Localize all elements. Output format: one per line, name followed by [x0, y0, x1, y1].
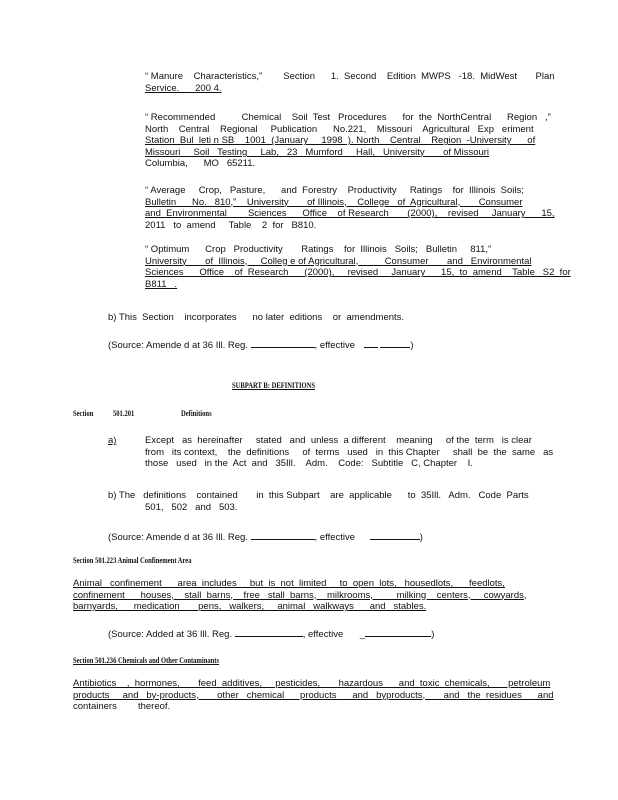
blank-line [364, 338, 378, 348]
blank-line [235, 627, 303, 637]
subsection-a-line: Except as hereinafter stated and unless a different meaning of the term is clear [145, 435, 532, 446]
source-mid: , effective [314, 340, 356, 351]
reference-mwps [145, 71, 565, 94]
source-close: ) [419, 532, 423, 543]
section-heading-text: Section 501.223 Animal Confinement Area [73, 556, 192, 565]
subsection-b-line: b) The definitions contained in this Subpart are applicable to 35Ill. Adm. Code Parts [108, 490, 529, 501]
reference-line: Station Bul leti n SB 1001 (January 1998 ). North Central Region -University of [145, 135, 536, 147]
reference-line: and Environmental Sciences Office of Research (2000), revised January 15, [145, 208, 555, 220]
subsection-b-line: 501, 502 and 503. [145, 501, 238, 513]
section-501-201-heading [73, 408, 273, 420]
reference-line: University of Illinois, Colleg e of Agricultural, Consumer and Environmental [145, 255, 532, 267]
section-501-236-heading [73, 655, 251, 667]
subsection-b-applicability [108, 490, 529, 513]
source-mid: , effective [314, 532, 356, 543]
section-heading-text: Section 501.236 Chemicals and Other Contaminants [73, 656, 220, 665]
reference-line: Missouri Soil Testing Lab, 23 Mumford Hall, University of Missouri [145, 146, 490, 158]
blank-line [370, 530, 420, 540]
source-dash: _ [359, 629, 366, 640]
body-line: containers thereof. [73, 701, 171, 713]
subsection-a-line: those used in the Act and 35Ill. Adm. Code: Subtitle C, Chapter I. [145, 458, 473, 470]
reference-bulletin-810 [145, 185, 565, 231]
reference-bulletin-811 [145, 244, 571, 290]
section-501-223-heading [73, 555, 218, 567]
section-501-223-body [73, 578, 527, 613]
reference-line: “ Manure Characteristics,” Section 1. Second Edition MWPS -18. MidWest Plan [145, 71, 555, 82]
body-line: confinement houses, stall barns, free stall barns, milkrooms, milking centers, cowyards, [73, 589, 527, 601]
reference-line: B811 . [145, 278, 178, 290]
reference-line: Columbia, MO 65211. [145, 158, 256, 170]
source-close: ) [410, 340, 414, 351]
body-line: barnyards, medication pens, walkers, animal walkways and stables. [73, 601, 427, 613]
source-note [108, 627, 434, 641]
source-prefix: (Source: Amende d at 36 Ill. Reg. [108, 532, 248, 543]
subsection-b-incorporation [108, 312, 404, 324]
source-note [108, 530, 423, 544]
subsection-a-line: from its context, the definitions of terms used in this Chapter shall be the same as [145, 446, 554, 458]
subpart-heading-text: SUBPART B: DEFINITIONS [232, 381, 316, 390]
section-title: Definitions [181, 409, 212, 418]
source-mid: , effective [302, 629, 344, 640]
body-line: Antibiotics , hormones, feed additives, pesticides, hazardous and toxic chemicals, petroleum [73, 678, 551, 689]
subsection-a-marker: a) [108, 435, 117, 446]
reference-ncr-221 [145, 112, 565, 170]
body-line: Animal confinement area includes but is not limited to open lots, housedlots, feedlots, [73, 578, 505, 589]
reference-line: “ Optimum Crop Productivity Ratings for Illinois Soils; Bulletin 811,” [145, 244, 492, 255]
subsection-b-text: b) This Section incorporates no later editions or amendments. [108, 312, 405, 323]
blank-line [380, 338, 410, 348]
section-501-236-body [73, 678, 554, 713]
reference-line: Sciences Office of Research (2000), revised January 15, to amend Table S2 for [145, 267, 571, 279]
section-label: Section [73, 409, 94, 418]
source-prefix: (Source: Added at 36 Ill. Reg. [108, 629, 233, 640]
source-close: ) [431, 629, 435, 640]
source-note [108, 338, 414, 352]
section-number: 501.201 [113, 409, 135, 418]
reference-line: “ Average Crop, Pasture, and Forestry Productivity Ratings for Illinois Soils; [145, 185, 524, 196]
subpart-heading [232, 380, 333, 392]
blank-line [251, 530, 315, 540]
blank-line [365, 627, 431, 637]
reference-line: Service. 200 4. [145, 82, 222, 94]
reference-line: 2011 to amend Table 2 for B810. [145, 219, 317, 231]
reference-line: North Central Regional Publication No.221, Missouri Agricultural Exp eriment [145, 123, 534, 135]
blank-line [251, 338, 315, 348]
reference-line: “ Recommended Chemical Soil Test Procedures for the NorthCentral Region ,” [145, 112, 551, 123]
source-prefix: (Source: Amende d at 36 Ill. Reg. [108, 340, 248, 351]
body-line: products and by-products, other chemical products and byproducts, and the residues and [73, 689, 554, 701]
reference-line: Bulletin No. 810,” University of Illinois, College of Agricultural, Consumer [145, 196, 523, 208]
